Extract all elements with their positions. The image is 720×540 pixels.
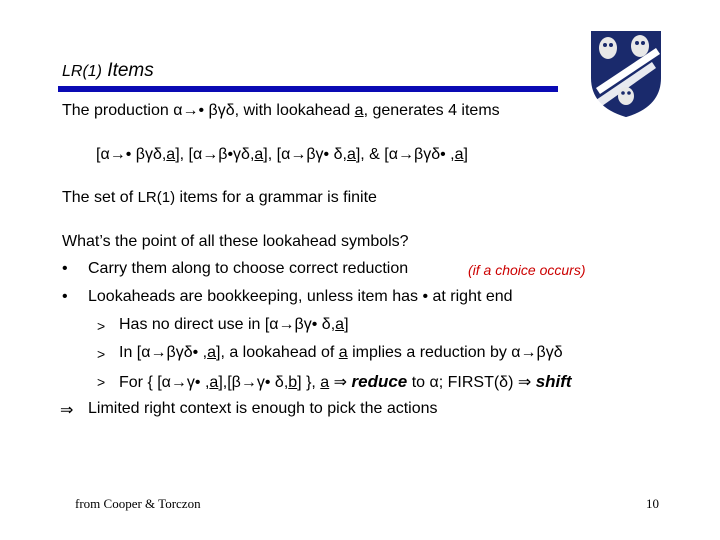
footer-source: from Cooper & Torczon bbox=[75, 496, 201, 511]
sub-bullet-icon: > bbox=[97, 318, 106, 334]
sub-item-2 bbox=[119, 344, 563, 362]
lookahead-symbol: a bbox=[254, 146, 264, 163]
item-text: [α→• βγδ, bbox=[96, 146, 167, 163]
finite-line bbox=[62, 189, 377, 207]
item-text: ] bbox=[463, 146, 468, 163]
text-segment: ] }, bbox=[297, 374, 321, 391]
sub-item-3 bbox=[119, 372, 572, 392]
lookahead-symbol: a bbox=[354, 102, 364, 119]
title-suffix: Items bbox=[102, 60, 154, 81]
lookahead-symbol: a bbox=[454, 146, 464, 163]
lookahead-symbol: a bbox=[320, 374, 330, 391]
item-text: ], [α→βγ• δ, bbox=[263, 146, 347, 163]
bullet-item-2: Lookaheads are bookkeeping, unless item has • at right end bbox=[88, 288, 513, 305]
sub-bullet-icon: > bbox=[97, 374, 106, 390]
production-line bbox=[62, 102, 500, 120]
conclusion-line: Limited right context is enough to pick the actions bbox=[88, 400, 438, 417]
lookahead-symbol: a bbox=[209, 374, 219, 391]
slide-title bbox=[62, 60, 154, 82]
bullet-item-1 bbox=[88, 260, 408, 278]
lookahead-symbol: a bbox=[207, 344, 216, 361]
lookahead-symbol: a bbox=[335, 316, 345, 333]
text-segment: The set of bbox=[62, 189, 138, 206]
lr1-label: LR(1) bbox=[137, 189, 176, 206]
text-segment: The production bbox=[62, 102, 174, 119]
item-text: ], & [α→βγδ• , bbox=[355, 146, 455, 163]
bullet-text: Carry them along to choose correct reduction bbox=[88, 260, 409, 277]
page-number: 10 bbox=[646, 496, 659, 511]
sub-item-1 bbox=[119, 316, 349, 334]
university-shield-logo bbox=[588, 28, 664, 118]
text-segment: ], a lookahead of bbox=[216, 344, 339, 361]
parenthetical-note: (if a choice occurs) bbox=[468, 262, 586, 278]
text-segment: In [α→βγδ• , bbox=[119, 344, 208, 361]
question-line: What’s the point of all these lookahead symbols? bbox=[62, 233, 409, 250]
production-symbol: α→• βγδ bbox=[173, 102, 235, 119]
implies-symbol: ⇒ bbox=[329, 374, 352, 391]
implies-icon: ⇒ bbox=[60, 402, 74, 419]
text-segment: , with lookahead bbox=[234, 102, 355, 119]
text-segment: ] bbox=[344, 316, 349, 333]
text-segment: Has no direct use in [α→βγ• δ, bbox=[119, 316, 336, 333]
bullet-icon: • bbox=[62, 288, 68, 305]
title-prefix: LR(1) bbox=[62, 63, 103, 80]
text-segment: implies a reduction by α→βγδ bbox=[347, 344, 563, 361]
lookahead-symbol: a bbox=[166, 146, 176, 163]
lookahead-symbol: b bbox=[288, 374, 298, 391]
reduce-keyword: reduce bbox=[351, 372, 408, 391]
lookahead-symbol: a bbox=[346, 146, 356, 163]
text-segment: , generates 4 items bbox=[363, 102, 500, 119]
shift-keyword: shift bbox=[535, 372, 572, 391]
item-text: ], [α→β•γδ, bbox=[175, 146, 255, 163]
text-segment: items for a grammar is finite bbox=[175, 189, 377, 206]
text-segment: ],[β→γ• δ, bbox=[218, 374, 289, 391]
sub-bullet-icon: > bbox=[97, 346, 106, 362]
lookahead-symbol: a bbox=[338, 344, 348, 361]
text-segment: For { [α→γ• , bbox=[119, 374, 210, 391]
bullet-icon: • bbox=[62, 260, 68, 277]
title-rule bbox=[58, 86, 558, 92]
items-list-line bbox=[96, 146, 468, 164]
text-segment: to α; FIRST(δ) ⇒ bbox=[407, 374, 536, 391]
